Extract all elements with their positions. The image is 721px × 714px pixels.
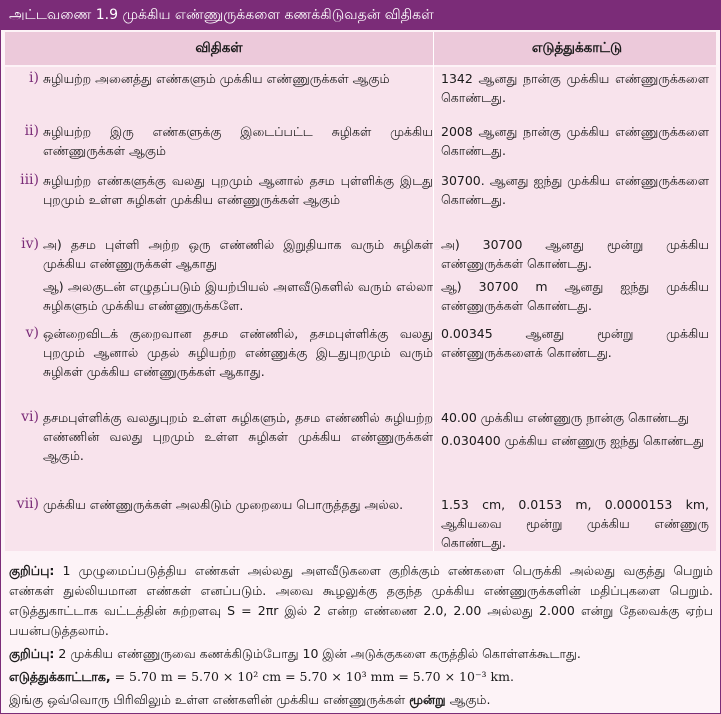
table-row — [5, 324, 716, 404]
table-row — [5, 495, 716, 551]
note-example — [9, 667, 713, 687]
note-1-label: குறிப்பு: — [9, 563, 55, 578]
example-equation: = 5.70 m = 5.70 × 10² cm = 5.70 × 10³ mm = 5.70 × 10⁻³ km. — [114, 669, 514, 684]
row-number: vii) — [16, 496, 39, 512]
table-row — [5, 171, 716, 233]
rule-text: சுழியற்ற அனைத்து எண்களும் முக்கிய எண்ணுருக்கள் ஆகும் — [43, 71, 390, 86]
notes-section — [9, 561, 713, 713]
row-number: vi) — [21, 409, 39, 425]
row-number: ii) — [24, 123, 39, 139]
table-row — [5, 122, 716, 168]
rule-text: தசமபுள்ளிக்கு வலதுபுறம் உள்ள சுழிகளும், தசம எண்ணில் சுழியற்ற எண்ணின் வலது புறமும் உள்ள சுழிகள் முக்கிய எண்ணுருக்கள் ஆகும். — [43, 410, 433, 463]
header-examples: எடுத்துக்காட்டு — [531, 40, 623, 56]
rule-text: சுழியற்ற இரு எண்களுக்கு இடைப்பட்ட சுழிகள் முக்கிய எண்ணுருக்கள் ஆகும் — [43, 124, 433, 158]
rule-part-b: ஆ) அலகுடன் எழுதப்படும் இயற்பியல் அளவீடுகளில் வரும் எல்லா சுழிகளும் முக்கிய எண்ணுருக்களே. — [43, 279, 433, 313]
row-number: i) — [29, 70, 39, 86]
note-1 — [9, 561, 713, 641]
example-text: 1342 ஆனது நான்கு முக்கிய எண்ணுருக்களை கொண்டது. — [441, 71, 709, 105]
example-part-b: 0.030400 முக்கிய எண்ணுரு ஐந்து கொண்டது — [441, 433, 705, 448]
example-text — [441, 235, 709, 315]
rule-text: ஒன்றைவிடக் குறைவான தசம எண்ணில், தசமபுள்ளிக்கு வலது புறமும் ஆனால் முதல் சுழியற்ற எண்ணுக்கு இடதுபுறமும் வரும் சுழிகள் முக்கிய எண்ணுருக்கள் ஆகாது. — [43, 326, 433, 379]
example-part-b: ஆ) 30700 m ஆனது ஐந்து முக்கிய எண்ணுருக்கள் கொண்டது. — [441, 279, 709, 313]
row-number: iv) — [21, 236, 39, 252]
example-part-a: அ) 30700 ஆனது மூன்று முக்கிய எண்ணுருக்கள் கொண்டது. — [441, 237, 709, 271]
header-rules: விதிகள் — [195, 40, 243, 56]
table-title: அட்டவணை 1.9 முக்கிய எண்ணுருக்களை கணக்கிடுவதன் விதிகள் — [1, 1, 720, 30]
rule-part-a: அ) தசம புள்ளி அற்ற ஒரு எண்ணில் இறுதியாக வரும் சுழிகள் முக்கிய எண்ணுருக்கள் ஆகாது — [43, 237, 433, 271]
conclusion-text-1: இங்கு ஒவ்வொரு பிரிவிலும் உள்ள எண்களின் முக்கிய எண்ணுருக்கள் — [9, 692, 406, 707]
rule-text — [43, 235, 433, 315]
example-text: 2008 ஆனது நான்கு முக்கிய எண்ணுருக்களை கொண்டது. — [441, 124, 709, 158]
table-row — [5, 408, 716, 492]
table-row — [5, 69, 716, 115]
example-text: 1.53 cm, 0.0153 m, 0.0000153 km, ஆகியவை மூன்று முக்கிய எண்ணுரு கொண்டது. — [441, 497, 709, 550]
row-number: v) — [25, 325, 39, 341]
column-divider — [433, 32, 434, 551]
table-row — [5, 235, 716, 321]
table-body — [5, 67, 716, 551]
note-2 — [9, 644, 713, 664]
example-text: 0.00345 ஆனது மூன்று முக்கிய எண்ணுருக்களைக் கொண்டது. — [441, 326, 709, 360]
example-text — [441, 408, 709, 450]
conclusion-bold: மூன்று — [409, 692, 446, 707]
conclusion-text-2: ஆகும். — [449, 692, 491, 707]
rule-text: சுழியற்ற எண்களுக்கு வலது புறமும் ஆனால் தசம புள்ளிக்கு இடது புறமும் உள்ள சுழிகள் முக்கிய எண்ணுருக்கள் ஆகும் — [43, 173, 433, 207]
row-number: iii) — [20, 172, 39, 188]
example-text: 30700. ஆனது ஐந்து முக்கிய எண்ணுருக்களை கொண்டது. — [441, 173, 709, 207]
note-conclusion — [9, 690, 713, 710]
rule-text: முக்கிய எண்ணுருக்கள் அலகிடும் முறையை பொருத்தது அல்ல. — [43, 497, 404, 512]
note-2-text: 2 முக்கிய எண்ணுருவை கணக்கிடும்போது 10 இன் அடுக்குகளை கருத்தில் கொள்ளக்கூடாது. — [58, 646, 581, 661]
example-label: எடுத்துக்காட்டாக, — [9, 669, 111, 684]
note-2-label: குறிப்பு: — [9, 646, 55, 661]
example-part-a: 40.00 முக்கிய எண்ணுரு நான்கு கொண்டது — [441, 410, 689, 425]
table-header-row — [5, 32, 716, 65]
note-1-text: 1 முழுமைப்படுத்திய எண்கள் அல்லது அளவீடுகளை குறிக்கும் எண்களை பெருக்கி அல்லது வகுத்து பெறும் எண்கள் துல்லியமான எண்கள் எனப்படும். அவை கூழலுக்கு தகுந்த முக்கிய எண்ணுருக்களின் மதிப்புகளை பெறும். எடுத்துகாட்டாக வட்டத்தின் சுற்றளவு S = 2πr இல் 2 என்ற எண்ணை 2.0, 2.00 அல்லது 2.000 என்று தேவைக்கு ஏற்ப பயன்படுத்தலாம். — [9, 563, 713, 638]
